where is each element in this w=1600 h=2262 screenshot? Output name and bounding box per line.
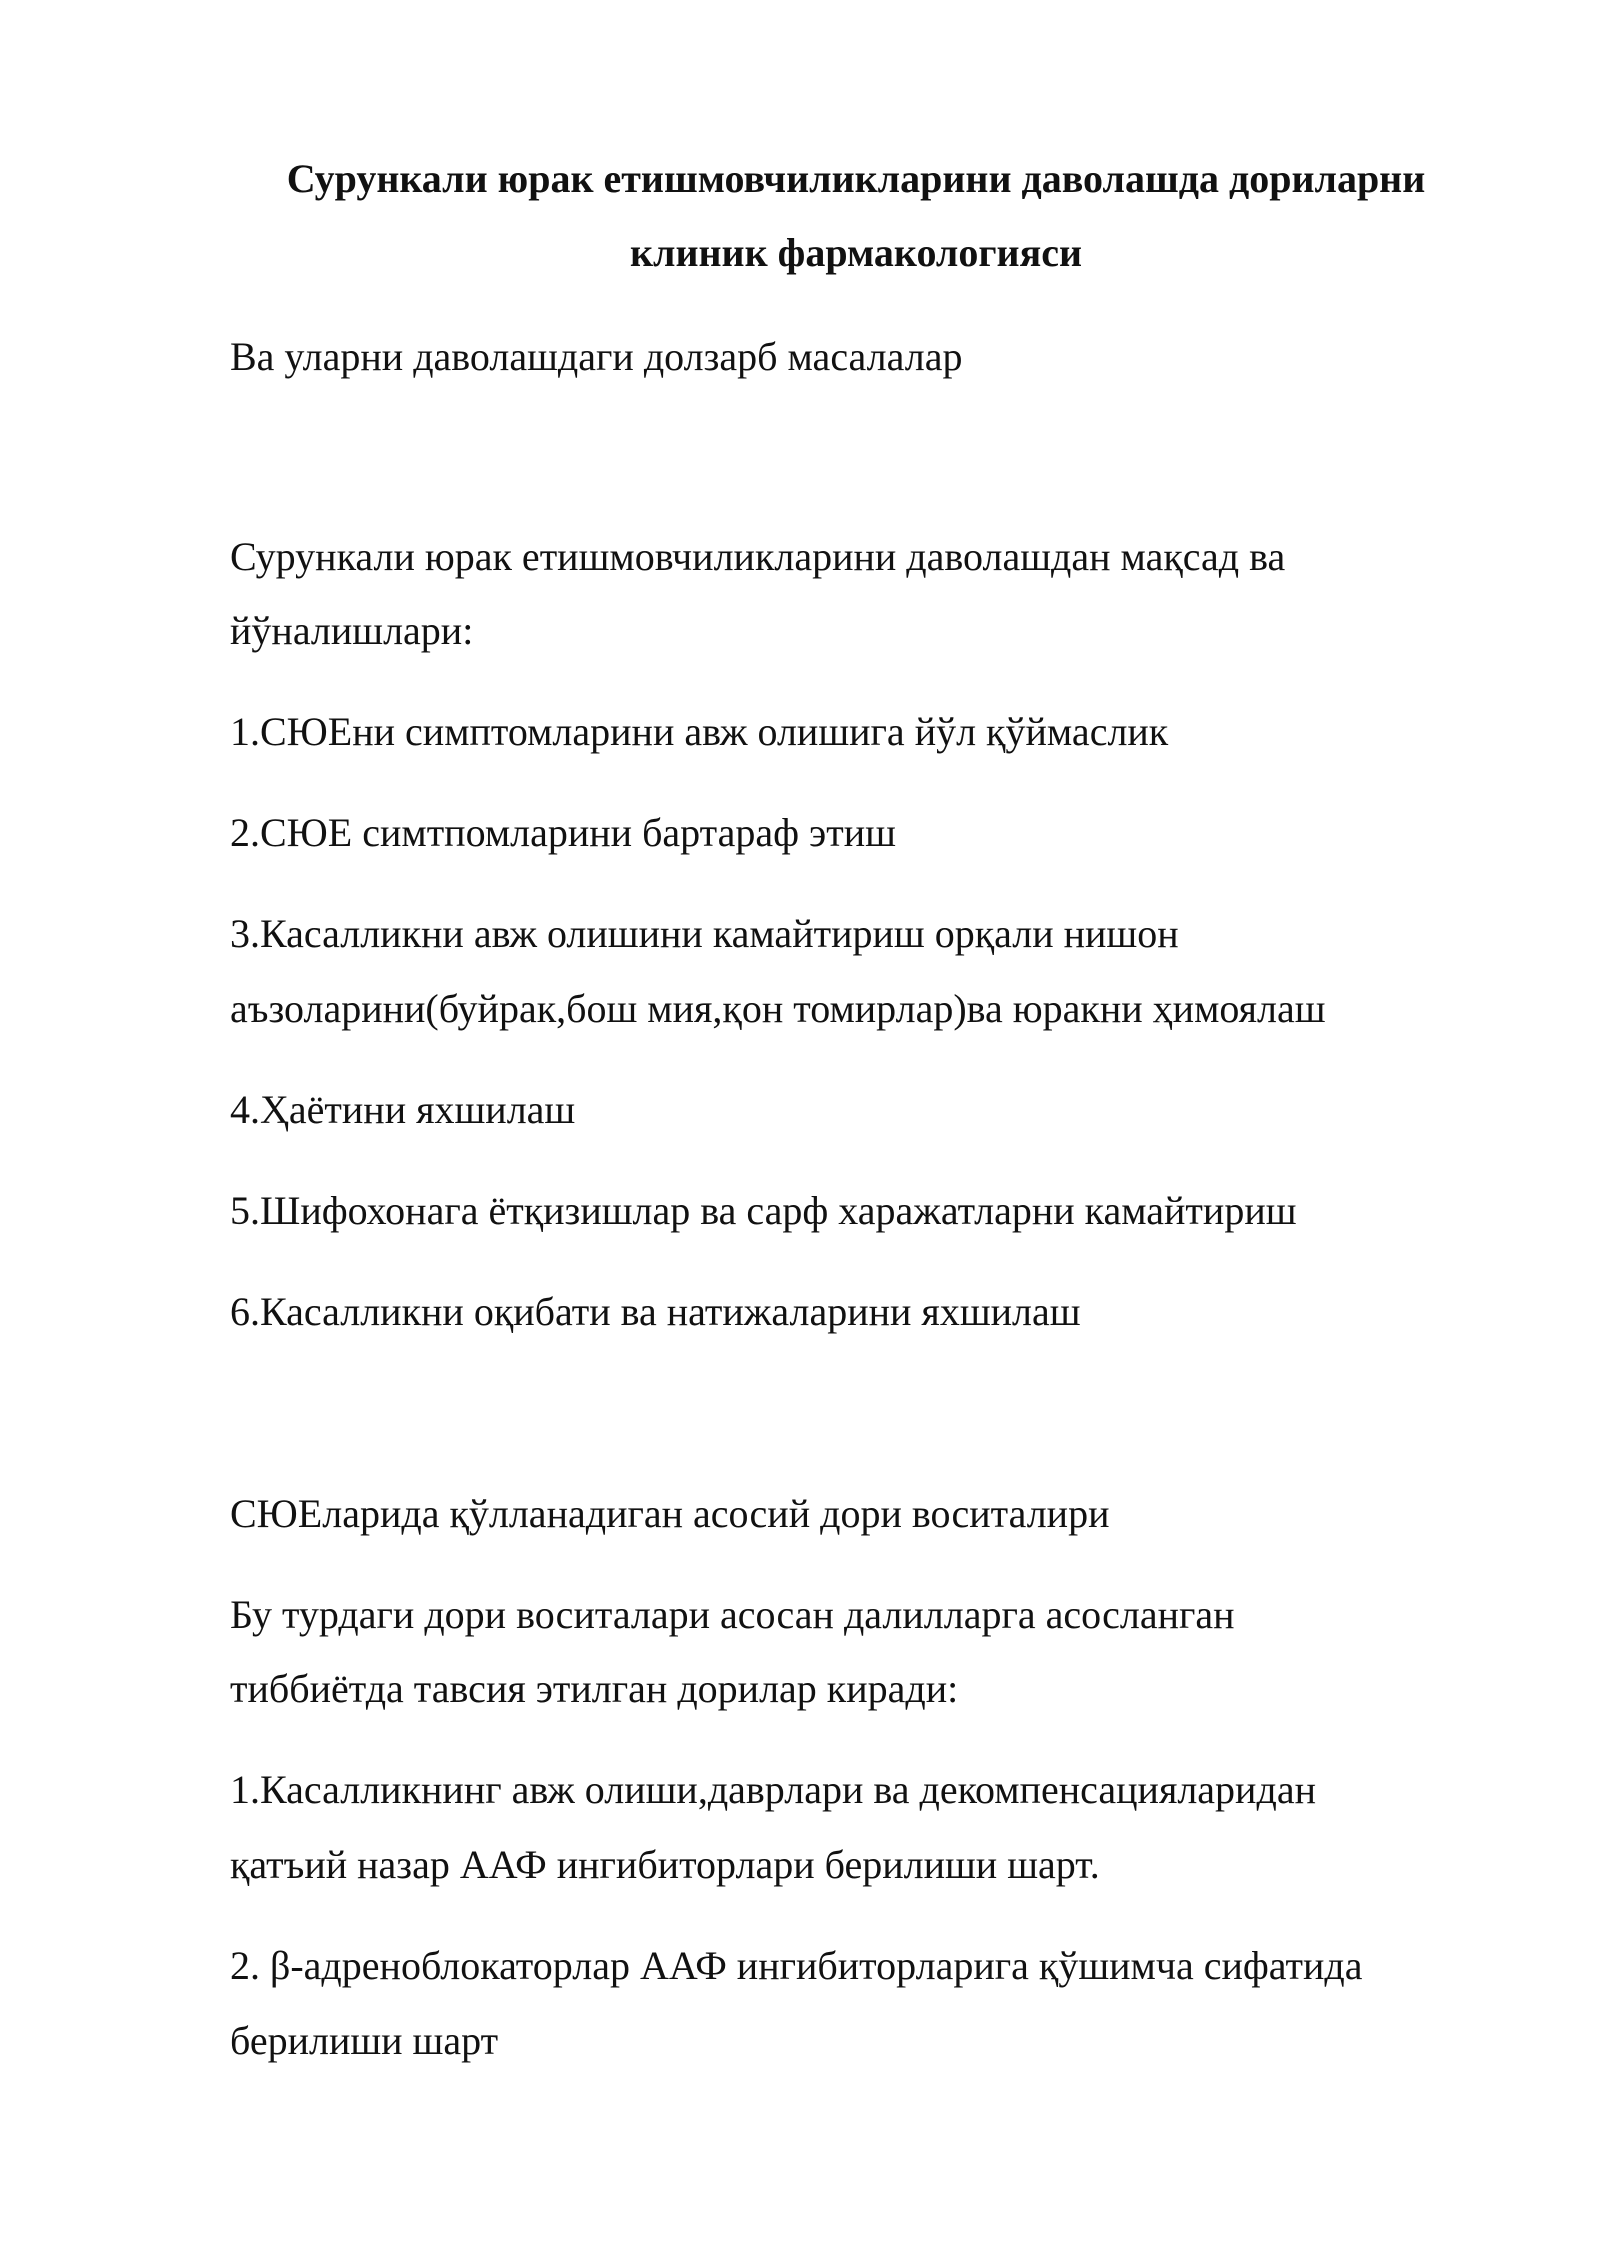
section1-heading-line-1: Сурункали юрак етишмовчиликларини даволашдан мақсад ва — [230, 534, 1286, 579]
section2-intro-line-1: Бу турдаги дори воситалари асосан далилларга асосланган — [230, 1592, 1235, 1637]
section1-heading-line-2: йўналишлари: — [230, 608, 474, 653]
list-item-3-line-1: 3.Касалликни авж олишини камайтириш орқали нишон — [230, 911, 1179, 956]
section2-item-1-line-2: қатъий назар ААФ ингибиторлари берилиши шарт. — [230, 1842, 1100, 1887]
title-line-1: Сурункали юрак етишмовчиликларини даволашда дориларни — [286, 156, 1426, 201]
document-title — [230, 142, 1482, 290]
section2-item-1-line-1: 1.Касалликнинг авж олиши,даврлари ва декомпенсацияларидан — [230, 1767, 1316, 1812]
subtitle: Ва уларни даволашдаги долзарб масалалар — [230, 334, 963, 379]
list-item-2: 2.СЮЕ симтпомларини бартараф этиш — [230, 810, 896, 855]
list-item-3-line-2: аъзоларини(буйрак,бош мия,қон томирлар)ва юракни ҳимоялаш — [230, 986, 1326, 1031]
section2-intro-line-2: тиббиётда тавсия этилган дорилар киради: — [230, 1666, 959, 1711]
section2-heading: СЮЕларида қўлланадиган асосий дори воситалири — [230, 1491, 1110, 1536]
list-item-5: 5.Шифохонага ётқизишлар ва сарф харажатларни камайтириш — [230, 1188, 1297, 1233]
title-line-2: клиник фармакологияси — [629, 230, 1083, 275]
list-item-4: 4.Ҳаётини яхшилаш — [230, 1087, 576, 1132]
list-item-1: 1.СЮЕни симптомларини авж олишига йўл қўймаслик — [230, 709, 1169, 754]
section2-item-2-line-2: берилиши шарт — [230, 2018, 499, 2063]
list-item-6: 6.Касалликни оқибати ва натижаларини яхшилаш — [230, 1289, 1081, 1334]
section2-item-2-line-1: 2. β-адреноблокаторлар ААФ ингибиторларига қўшимча сифатида — [230, 1943, 1363, 1988]
